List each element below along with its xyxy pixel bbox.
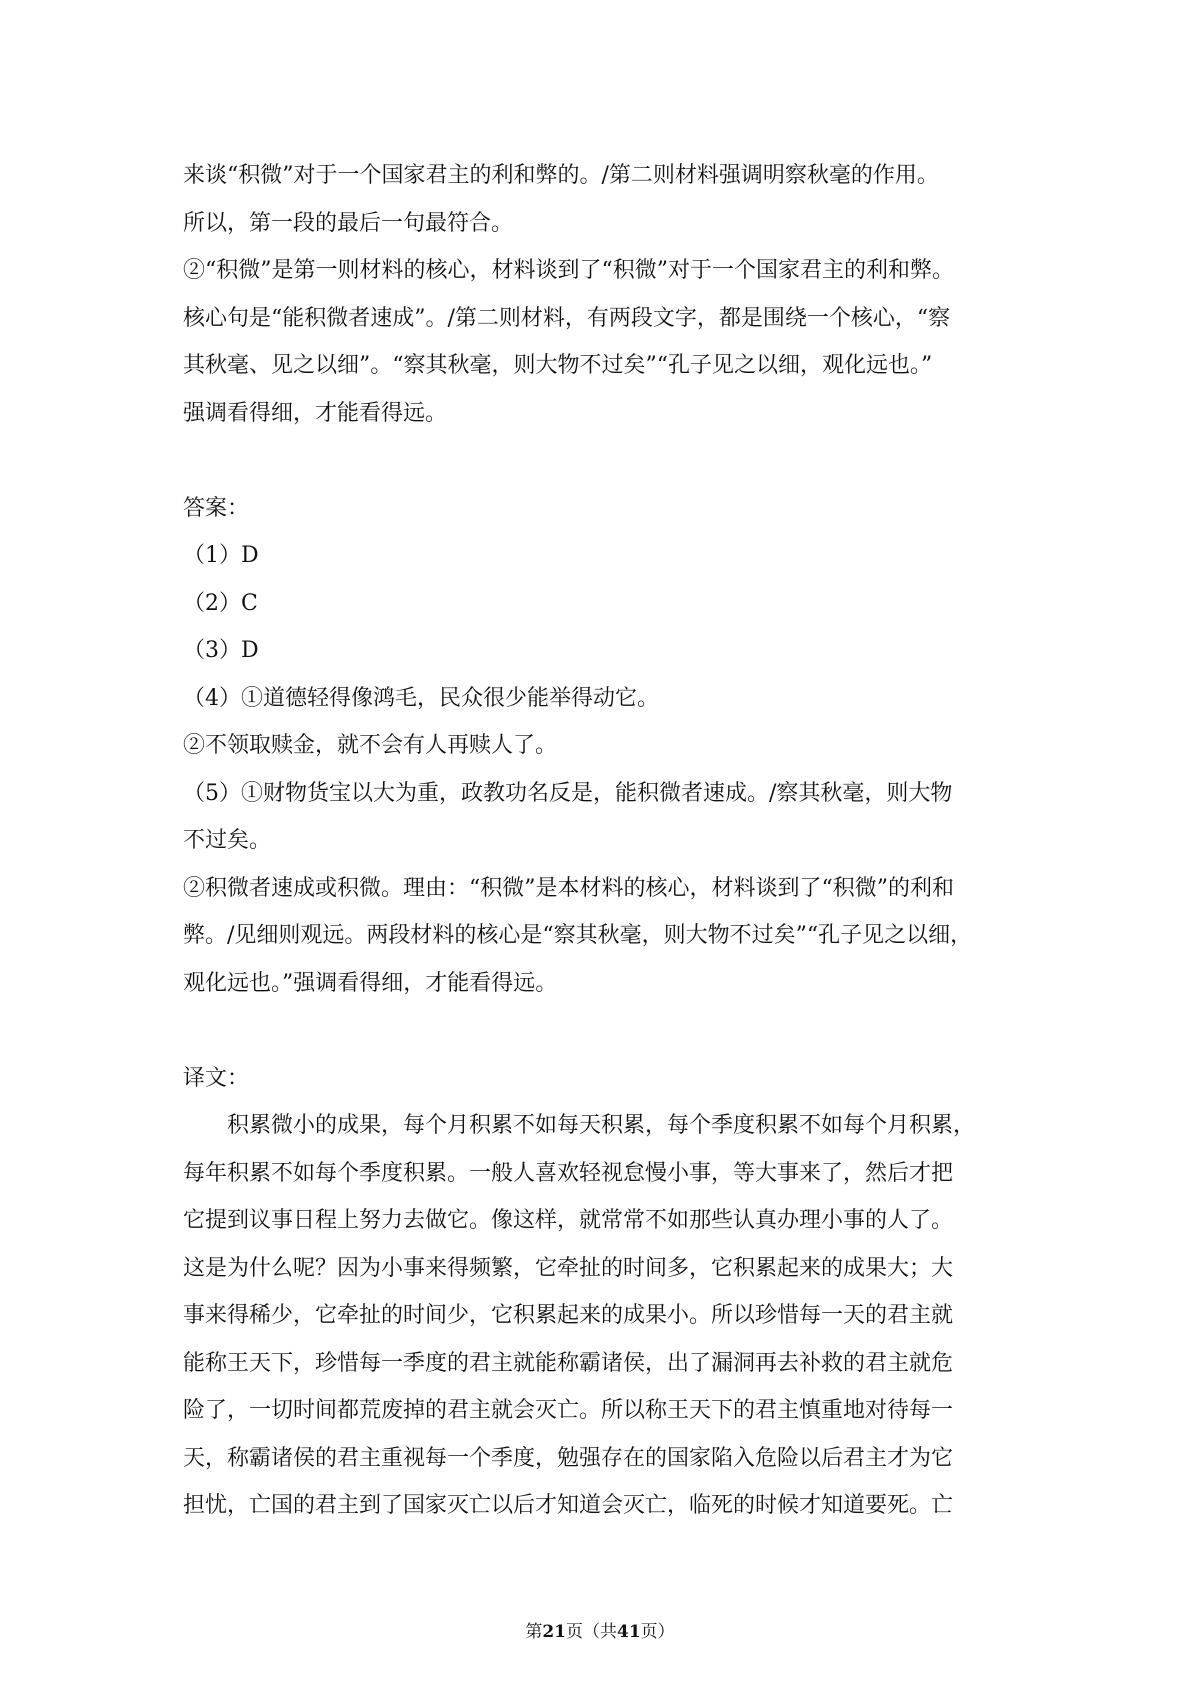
analysis-section [183, 152, 1033, 437]
page-footer [0, 1620, 1200, 1644]
analysis-line: 强调看得细，才能看得远。 [183, 400, 448, 426]
translation-section [183, 1055, 1033, 1530]
translation-line: 能称王天下，珍惜每一季度的君主就能称霸诸侯，出了漏洞再去补救的君主就危 [183, 1350, 954, 1376]
translation-line: 它提到议事日程上努力去做它。像这样，就常常不如那些认真办理小事的人了。 [183, 1208, 954, 1233]
footer-middle: 页（共 [566, 1622, 617, 1642]
answer-line: （4）①道德轻得像鸿毛，民众很少能举得动它。 [183, 685, 659, 711]
translation-line: 事来得稀少，它牵扯的时间少，它积累起来的成果小。所以珍惜每一天的君主就 [183, 1303, 954, 1328]
current-page-number: 21 [542, 1622, 566, 1642]
section-gap [183, 437, 1033, 485]
footer-suffix: 页） [640, 1622, 675, 1642]
section-gap [183, 1007, 1033, 1055]
analysis-line: 所以，第一段的最后一句最符合。 [183, 210, 514, 236]
answer-line: ②积微者速成或积微。理由：“积微”是本材料的核心，材料谈到了“积微”的利和 [183, 875, 954, 901]
analysis-line: ②“积微”是第一则材料的核心，材料谈到了“积微”对于一个国家君主的利和弊。 [183, 258, 954, 283]
answer-line: （2）C [183, 590, 258, 616]
page-content [183, 152, 1033, 1530]
translation-heading: 译文： [183, 1065, 250, 1091]
footer-prefix: 第 [525, 1622, 543, 1642]
translation-line: 险了，一切时间都荒废掉的君主就会灭亡。所以称王天下的君主慎重地对待每一 [183, 1398, 954, 1423]
answer-line: （3）D [183, 638, 259, 663]
analysis-line: 其秋毫、见之以细”。“察其秋毫，则大物不过矣”“孔子见之以细，观化远也。” [183, 353, 933, 378]
translation-line: 天，称霸诸侯的君主重视每一个季度，勉强存在的国家陷入危险以后君主才为它 [183, 1445, 954, 1471]
translation-line: 这是为什么呢？因为小事来得频繁，它牵扯的时间多，它积累起来的成果大；大 [183, 1255, 954, 1281]
translation-line: 担忧，亡国的君主到了国家灭亡以后才知道会灭亡，临死的时候才知道要死。亡 [183, 1493, 954, 1518]
answer-line: （1）D [183, 543, 259, 568]
translation-line: 每年积累不如每个季度积累。一般人喜欢轻视怠慢小事，等大事来了，然后才把 [183, 1160, 954, 1186]
answer-heading: 答案： [183, 495, 250, 521]
answer-line: ②不领取赎金，就不会有人再赎人了。 [183, 733, 558, 758]
answer-section [183, 485, 1033, 1008]
answer-line: （5）①财物货宝以大为重，政教功名反是，能积微者速成。/察其秋毫，则大物 [183, 780, 953, 806]
total-page-number: 41 [617, 1622, 641, 1642]
translation-line: 积累微小的成果，每个月积累不如每天积累，每个季度积累不如每个月积累， [227, 1113, 976, 1138]
analysis-line: 来谈“积微”对于一个国家君主的利和弊的。/第二则材料强调明察秋毫的作用。 [183, 163, 939, 188]
answer-line: 弊。/见细则观远。两段材料的核心是“察其秋毫，则大物不过矣”“孔子见之以细， [183, 923, 973, 948]
answer-line: 观化远也。”强调看得细，才能看得远。 [183, 970, 558, 996]
analysis-line: 核心句是“能积微者速成”。/第二则材料，有两段文字，都是围绕一个核心，“察 [183, 305, 951, 331]
answer-line: 不过矣。 [183, 828, 272, 853]
